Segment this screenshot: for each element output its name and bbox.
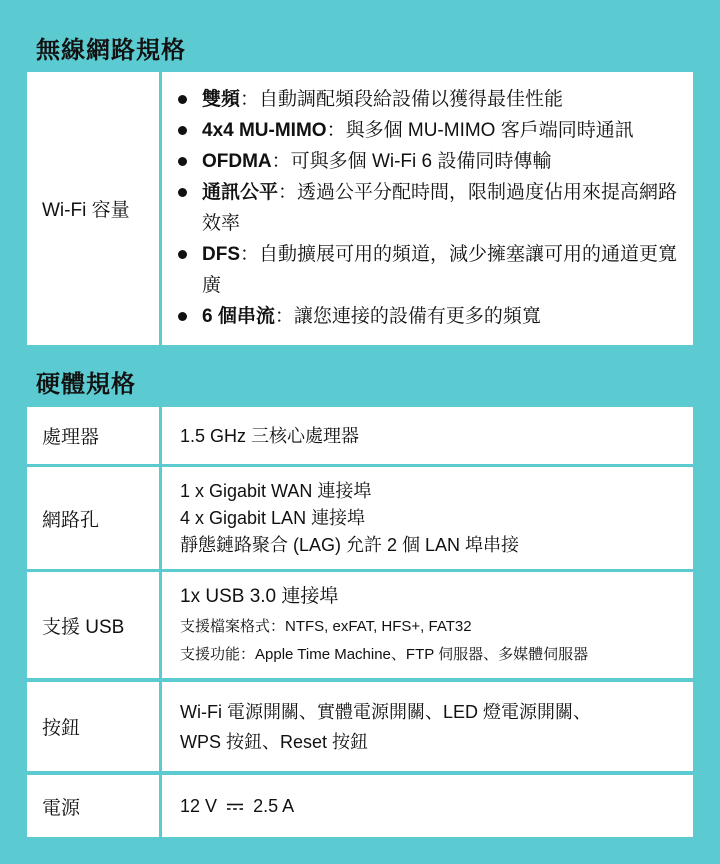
spec-value-ports [162,467,693,569]
spec-row-power [27,775,693,837]
bullet-icon [178,250,187,259]
feature-item: DFS：自動擴展可用的頻道，減少擁塞讓可用的通道更寬廣 [178,239,685,301]
spec-row-ports [27,467,693,569]
bullet-icon [178,157,187,166]
ports-line: 4 x Gigabit LAN 連接埠 [180,507,366,528]
spec-value-wifi-capacity [162,72,693,345]
dc-symbol-icon [226,802,244,812]
spec-value-buttons [162,682,693,771]
spec-label-ports: 網路孔 [27,467,162,569]
power-voltage: 12 V [180,796,218,816]
bullet-icon [178,312,187,321]
ports-line: 靜態鏈路聚合 (LAG) 允許 2 個 LAN 埠串接 [180,534,520,555]
section-title-wireless: 無線網路規格 [36,37,186,64]
feature-item: 6 個串流：讓您連接的設備有更多的頻寬 [178,301,685,332]
spec-row-wifi-capacity [27,72,693,345]
spec-value-processor [162,407,693,464]
buttons-line: Wi-Fi 電源開關、實體電源開關、LED 燈電源開關、 [180,701,591,722]
bullet-icon [178,188,187,197]
power-current: 2.5 A [253,796,295,816]
feature-item: 4x4 MU-MIMO：與多個 MU-MIMO 客戶端同時通訊 [178,115,685,146]
spec-value-usb [162,572,693,678]
usb-features-text: 支援功能：Apple Time Machine、FTP 伺服器、多媒體伺服器 [180,646,589,663]
feature-item: 通訊公平：透過公平分配時間，限制過度佔用來提高網路效率 [178,177,685,239]
spec-label-buttons: 按鈕 [27,682,162,771]
buttons-line: WPS 按鈕、Reset 按鈕 [180,731,369,752]
feature-list [178,84,693,332]
usb-port-text: 1x USB 3.0 連接埠 [180,586,339,607]
spec-label-processor: 處理器 [27,407,162,464]
spec-label-wifi-capacity: Wi-Fi 容量 [27,72,162,345]
spec-row-buttons [27,682,693,771]
bullet-icon [178,95,187,104]
bullet-icon [178,126,187,135]
feature-item: OFDMA：可與多個 Wi-Fi 6 設備同時傳輸 [178,146,685,177]
spec-label-usb: 支援 USB [27,572,162,678]
feature-item: 雙頻：自動調配頻段給設備以獲得最佳性能 [178,84,685,115]
usb-formats-text: 支援檔案格式：NTFS, exFAT, HFS+, FAT32 [180,618,472,635]
processor-text: 1.5 GHz 三核心處理器 [180,425,360,446]
spec-label-power: 電源 [27,775,162,837]
power-text [180,792,693,820]
section-title-hardware: 硬體規格 [36,371,136,398]
spec-row-usb [27,572,693,678]
ports-line: 1 x Gigabit WAN 連接埠 [180,480,372,501]
spec-row-processor [27,407,693,464]
spec-value-power [162,775,693,837]
